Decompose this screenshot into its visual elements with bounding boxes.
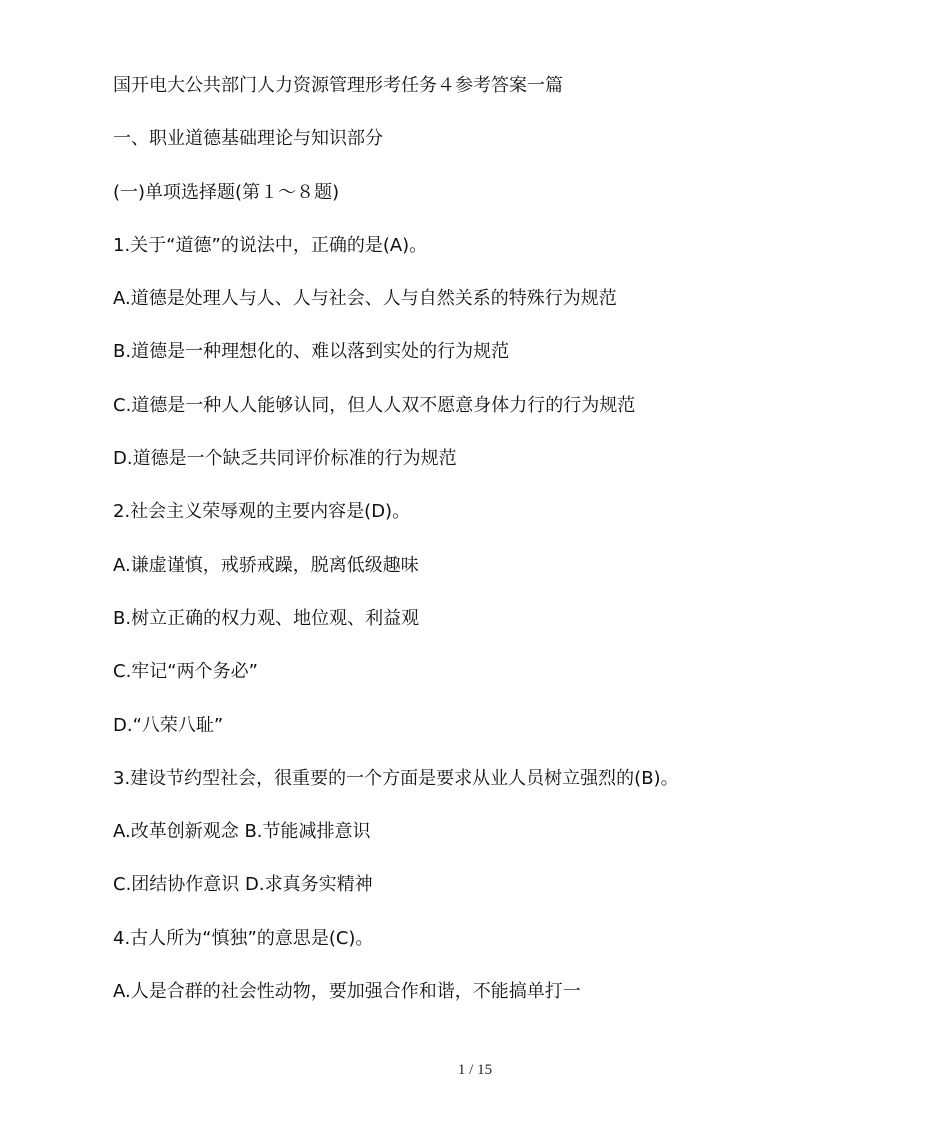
question-2-option-b: B.树立正确的权力观、地位观、利益观 xyxy=(113,607,420,629)
question-1: 1.关于“道德”的说法中，正确的是(A)。 xyxy=(113,234,428,256)
question-1-option-a: A.道德是处理人与人、人与社会、人与自然关系的特殊行为规范 xyxy=(113,288,617,310)
question-1-option-c: C.道德是一种人人能够认同，但人人双不愿意身体力行的行为规范 xyxy=(113,394,636,416)
section-heading: 一、职业道德基础理论与知识部分 xyxy=(113,128,383,150)
question-1-option-b: B.道德是一种理想化的、难以落到实处的行为规范 xyxy=(113,341,510,363)
question-4-option-a: A.人是合群的社会性动物，要加强合作和谐，不能搞单打一 xyxy=(113,981,581,1003)
question-3: 3.建设节约型社会，很重要的一个方面是要求从业人员树立强烈的(B)。 xyxy=(113,767,679,789)
question-3-options-cd: C.团结协作意识 D.求真务实精神 xyxy=(113,874,373,896)
question-2-option-a: A.谦虚谨慎，戒骄戒躁，脱离低级趣味 xyxy=(113,554,419,576)
page-number: 1 / 15 xyxy=(457,1062,493,1078)
question-3-options-ab: A.改革创新观念 B.节能减排意识 xyxy=(113,821,371,843)
document-body xyxy=(113,73,893,1032)
question-2-option-d: D.“八荣八耻” xyxy=(113,714,224,736)
subsection-heading: (一)单项选择题(第１～８题) xyxy=(113,181,340,203)
question-2: 2.社会主义荣辱观的主要内容是(D)。 xyxy=(113,501,411,523)
question-4: 4.古人所为“慎独”的意思是(C)。 xyxy=(113,927,374,949)
question-2-option-c: C.牢记“两个务必” xyxy=(113,661,258,683)
question-1-option-d: D.道德是一个缺乏共同评价标准的行为规范 xyxy=(113,448,457,470)
document-title: 国开电大公共部门人力资源管理形考任务４参考答案一篇 xyxy=(113,75,563,96)
